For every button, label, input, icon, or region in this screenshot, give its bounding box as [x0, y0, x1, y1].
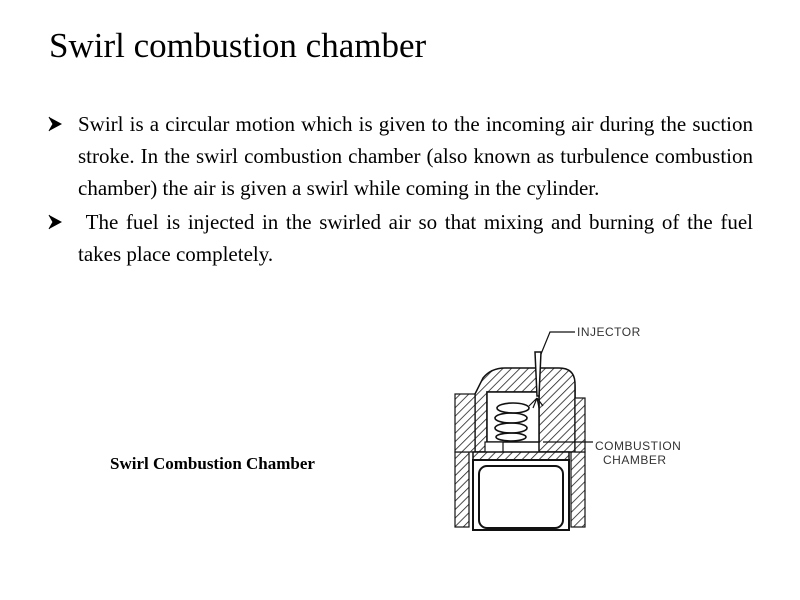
figure-caption: Swirl Combustion Chamber — [110, 454, 315, 473]
slide-title: Swirl combustion chamber — [49, 26, 427, 65]
label-chamber: CHAMBER — [603, 453, 667, 467]
bullet-item — [48, 206, 759, 270]
piston-crown — [473, 452, 569, 460]
arrow-bullet-icon — [48, 116, 63, 132]
bullet-text: The fuel is injected in the swirled air so that mixing and burning of the fuel takes place completely. — [78, 210, 759, 266]
bullet-item — [48, 108, 753, 204]
piston-inner — [479, 466, 563, 528]
bullet-text: Swirl is a circular motion which is given to the incoming air during the suction stroke. In the swirl combustion chamber (also known as turbulence combustion chamber) the air is given a swirl while coming in the cylinder. — [78, 112, 753, 200]
head-side-right — [575, 398, 585, 452]
head-side-left — [455, 394, 475, 452]
cylinder-wall-right — [571, 452, 585, 527]
arrow-bullet-icon — [48, 214, 63, 230]
label-injector: INJECTOR — [577, 325, 641, 339]
swirl-chamber-diagram — [425, 310, 705, 535]
bullet-list — [48, 108, 759, 272]
cylinder-wall-left — [455, 452, 469, 527]
label-combustion: COMBUSTION — [595, 439, 682, 453]
injector-leader — [541, 332, 575, 354]
